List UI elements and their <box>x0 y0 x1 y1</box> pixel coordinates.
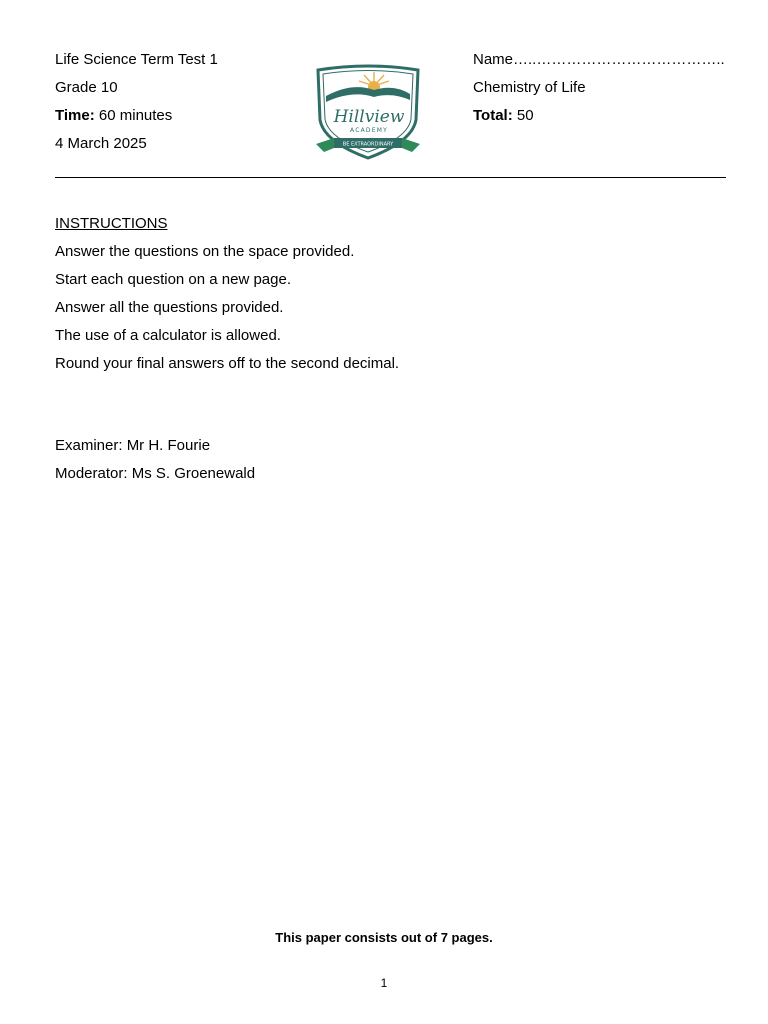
instruction-item: Start each question on a new page. <box>55 271 292 288</box>
test-title: Life Science Term Test 1 <box>55 51 218 68</box>
time-value: 60 minutes <box>94 107 173 124</box>
total-line <box>473 107 534 125</box>
total-label: Total: <box>473 107 513 124</box>
page-count-note: This paper consists out of 7 pages. <box>275 930 493 945</box>
crest-subtitle: ACADEMY <box>350 127 388 134</box>
school-crest-logo <box>312 60 424 162</box>
instruction-item: Answer the questions on the space provided. <box>55 243 355 260</box>
total-value: 50 <box>512 107 534 124</box>
test-date: 4 March 2025 <box>55 135 147 152</box>
instruction-item: The use of a calculator is allowed. <box>55 327 281 344</box>
moderator-label: Moderator: Ms S. Groenewald <box>55 465 256 482</box>
instructions-heading: INSTRUCTIONS <box>55 215 168 232</box>
examiner-label: Examiner: Mr H. Fourie <box>55 437 211 454</box>
header-divider <box>55 177 726 178</box>
name-field-line: Name…..……………………………….. <box>473 51 725 68</box>
time-line <box>55 107 172 125</box>
instruction-item: Round your final answers off to the second decimal. <box>55 355 400 372</box>
crest-school-name: Hillview <box>333 107 405 127</box>
crest-motto: BE EXTRAORDINARY <box>342 141 394 148</box>
instruction-item: Answer all the questions provided. <box>55 299 284 316</box>
grade-label: Grade 10 <box>55 79 118 96</box>
topic-label: Chemistry of Life <box>473 79 586 96</box>
time-label: Time: <box>55 107 95 124</box>
page-number: 1 <box>380 976 388 990</box>
